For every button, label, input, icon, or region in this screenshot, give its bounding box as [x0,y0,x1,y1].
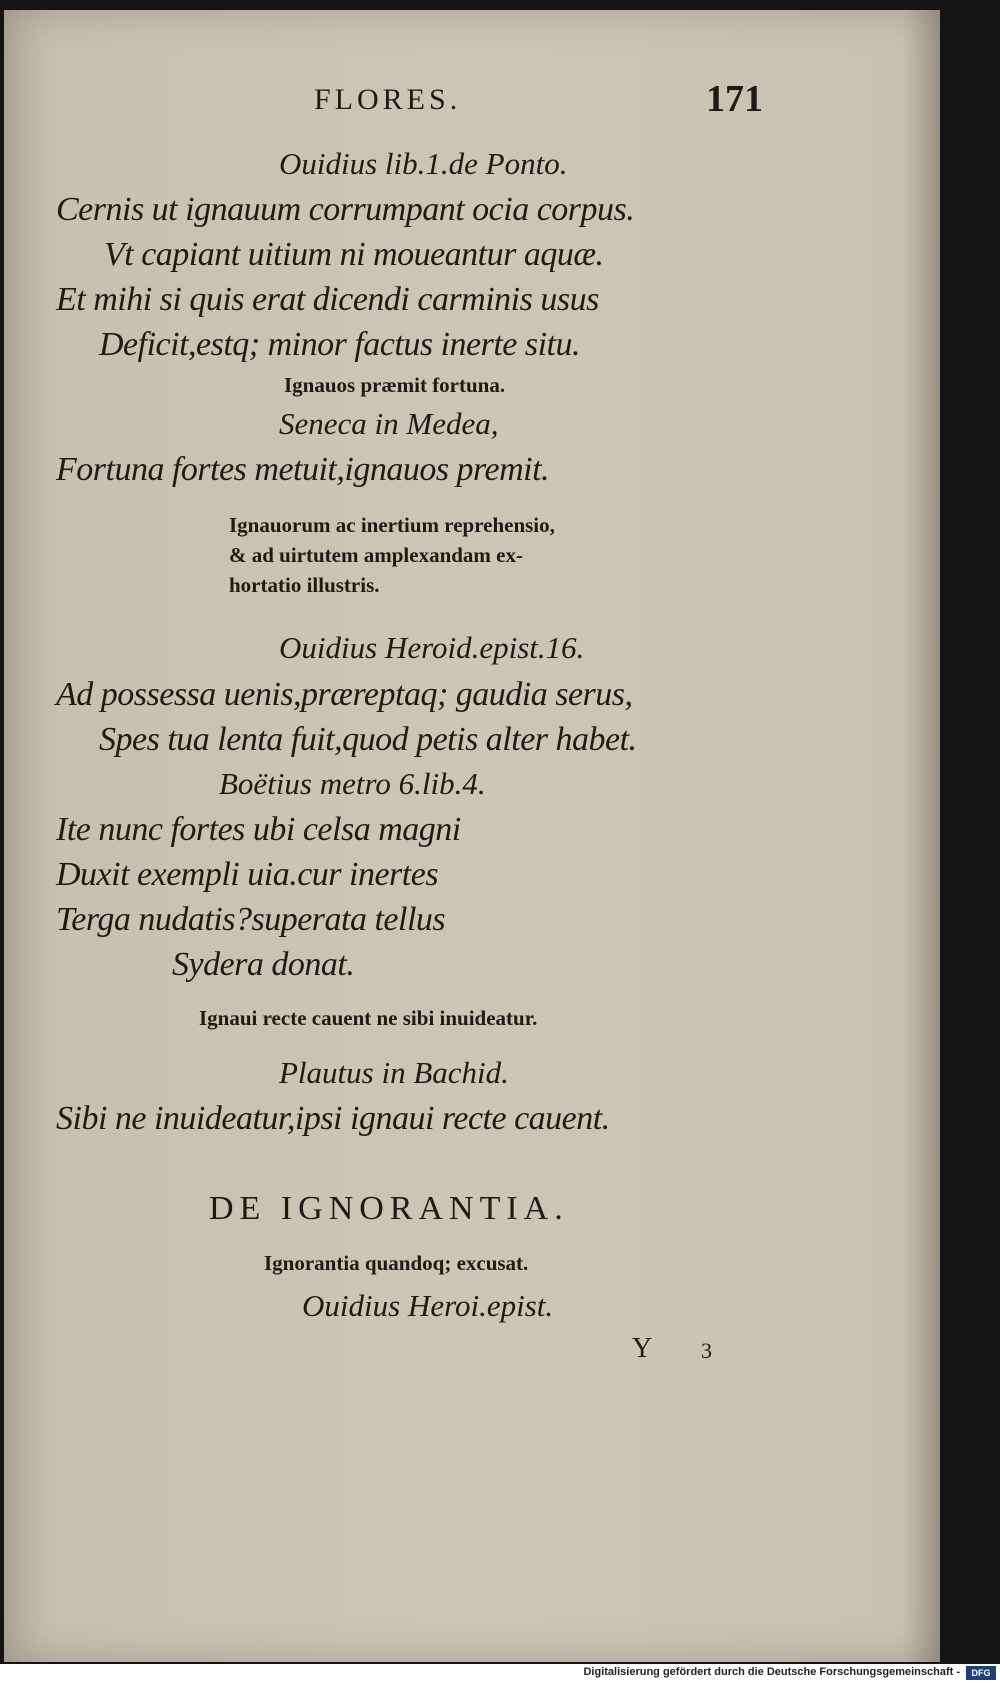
signature-number: 3 [701,1338,712,1363]
author-line: Plautus in Bachid. [279,1055,509,1090]
verse-line: Sydera donat. [172,946,355,983]
page-number: 171 [706,78,763,120]
running-title: FLORES. [314,83,462,116]
verse-line: Ite nunc fortes ubi celsa magni [56,811,461,848]
section-heading: DE IGNORANTIA. [209,1190,569,1227]
rubric: hortatio illustris. [229,573,380,597]
author-line: Seneca in Medea, [279,406,499,441]
author-line: Ouidius Heroi.epist. [302,1288,554,1323]
verse-line: Cernis ut ignauum corrumpant ocia corpus. [56,191,635,228]
verse-line: Vt capiant uitium ni moueantur aquæ. [104,236,604,273]
footer-text: Digitalisierung gefördert durch die Deutsche Forschungsgemeinschaft - [583,1666,960,1678]
rubric: Ignorantia quandoq; excusat. [264,1251,529,1275]
dfg-logo-icon: DFG [966,1666,996,1680]
verse-line: Terga nudatis?superata tellus [56,901,446,938]
rubric: & ad uirtutem amplexandam ex- [229,543,523,567]
verse-line: Et mihi si quis erat dicendi carminis usus [56,281,599,318]
rubric: Ignaui recte cauent ne sibi inuideatur. [199,1006,538,1030]
footer-bar [0,1664,1000,1683]
book-page [4,10,940,1662]
signature-mark: Y [632,1333,653,1364]
verse-line: Spes tua lenta fuit,quod petis alter habet. [99,721,637,758]
verse-line: Fortuna fortes metuit,ignauos premit. [56,451,550,488]
verse-line: Deficit,estq; minor factus inerte situ. [99,326,580,363]
author-line: Ouidius lib.1.de Ponto. [279,146,568,181]
author-line: Ouidius Heroid.epist.16. [279,630,585,665]
verse-line: Duxit exempli uia.cur inertes [56,856,439,893]
author-line: Boëtius metro 6.lib.4. [219,766,486,801]
rubric: Ignauos præmit fortuna. [284,373,506,397]
verse-line: Sibi ne inuideatur,ipsi ignaui recte cauent. [56,1100,610,1137]
verse-line: Ad possessa uenis,præreptaq; gaudia serus, [56,676,633,713]
rubric: Ignauorum ac inertium reprehensio, [229,513,555,537]
